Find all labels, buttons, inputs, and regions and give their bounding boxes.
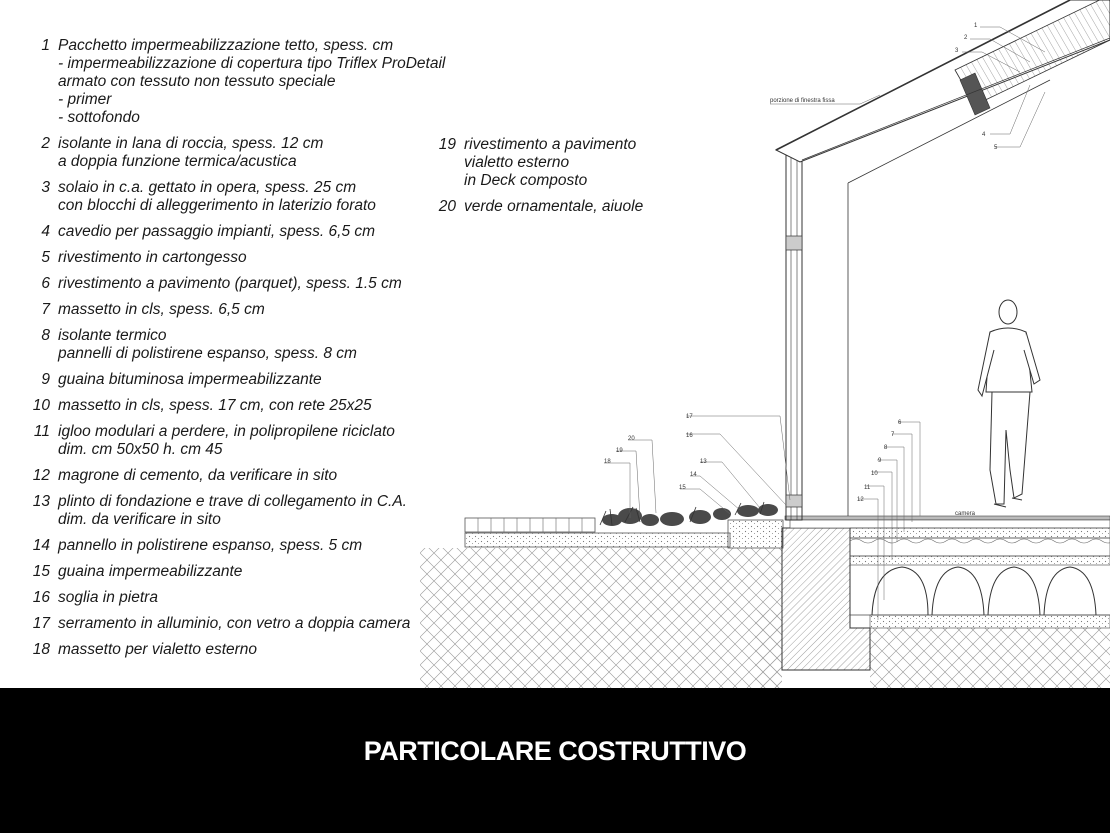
legend-text: dim. da verificare in sito xyxy=(58,511,221,528)
callout-6: 6 xyxy=(898,420,902,426)
legend-text: massetto in cls, spess. 17 cm, con rete 25x25 xyxy=(58,397,372,414)
legend-number: 10 xyxy=(32,397,50,414)
legend-text: igloo modulari a perdere, in polipropilene riciclato xyxy=(58,423,395,440)
legend-text: pannello in polistirene espanso, spess. 5 cm xyxy=(58,537,363,554)
legend-text: magrone di cemento, da verificare in sito xyxy=(58,467,338,484)
legend-number: 15 xyxy=(32,563,50,580)
legend-number: 20 xyxy=(438,198,456,215)
label-room: camera xyxy=(955,511,976,517)
legend-text: soglia in pietra xyxy=(58,589,158,606)
legend-text: rivestimento a pavimento xyxy=(464,136,637,153)
legend-number: 19 xyxy=(438,136,456,153)
legend-text: cavedio per passaggio impianti, spess. 6,5 cm xyxy=(58,223,376,240)
callout-15: 15 xyxy=(679,485,686,491)
legend-text: guaina impermeabilizzante xyxy=(58,563,243,580)
callout-3: 3 xyxy=(955,48,959,54)
legend-text: dim. cm 50x50 h. cm 45 xyxy=(58,441,223,458)
legend-number: 1 xyxy=(41,37,50,54)
callout-4: 4 xyxy=(982,132,986,138)
legend-text: - impermeabilizzazione di copertura tipo Triflex ProDetail xyxy=(58,55,446,72)
legend-number: 11 xyxy=(33,423,50,440)
roof-section xyxy=(776,0,1110,516)
callout-1: 1 xyxy=(974,23,978,29)
label-fixed-window: porzione di finestra fissa xyxy=(770,98,835,104)
legend-number: 5 xyxy=(41,249,50,266)
legend-text: a doppia funzione termica/acustica xyxy=(58,153,297,170)
legend-text: massetto per vialetto esterno xyxy=(58,641,258,658)
legend-text: armato con tessuto non tessuto speciale xyxy=(58,73,336,90)
legend-number: 18 xyxy=(32,641,50,658)
legend-text: serramento in alluminio, con vetro a doppia camera xyxy=(58,615,411,632)
legend-text: vialetto esterno xyxy=(464,154,570,171)
callout-20: 20 xyxy=(628,436,635,442)
legend-text: in Deck composto xyxy=(464,172,588,189)
legend-text: - sottofondo xyxy=(58,109,140,126)
legend-number: 14 xyxy=(32,537,50,554)
callout-14: 14 xyxy=(690,472,697,478)
callout-9: 9 xyxy=(878,458,882,464)
callout-18: 18 xyxy=(604,459,611,465)
legend-number: 7 xyxy=(41,301,50,318)
callout-10: 10 xyxy=(871,471,878,477)
legend-text: rivestimento in cartongesso xyxy=(58,249,247,266)
callout-16: 16 xyxy=(686,433,693,439)
legend-number: 16 xyxy=(32,589,50,606)
person-figure xyxy=(978,300,1040,507)
legend-number: 13 xyxy=(32,493,50,510)
legend-text: isolante in lana di roccia, spess. 12 cm xyxy=(58,135,324,152)
legend-number: 3 xyxy=(41,179,50,196)
callout-2: 2 xyxy=(964,35,968,41)
legend-text: rivestimento a pavimento (parquet), spess. 1.5 cm xyxy=(58,275,402,292)
legend-number: 9 xyxy=(41,371,50,388)
legend-number: 2 xyxy=(41,135,50,152)
legend-text: Pacchetto impermeabilizzazione tetto, spess. cm xyxy=(58,37,394,54)
legend-text: verde ornamentale, aiuole xyxy=(464,198,644,215)
footer-title: PARTICOLARE COSTRUTTIVO xyxy=(363,736,747,766)
callout-17: 17 xyxy=(686,414,693,420)
legend-number: 6 xyxy=(41,275,50,292)
legend-text: plinto di fondazione e trave di collegamento in C.A. xyxy=(58,493,407,510)
callout-13: 13 xyxy=(700,459,707,465)
legend-number: 12 xyxy=(32,467,50,484)
callout-19: 19 xyxy=(616,448,623,454)
callout-8: 8 xyxy=(884,445,888,451)
foundation-beam xyxy=(782,528,870,670)
legend-text: guaina bituminosa impermeabilizzante xyxy=(58,371,322,388)
callout-11: 11 xyxy=(864,485,871,491)
legend-text: con blocchi di alleggerimento in laterizio forato xyxy=(58,197,376,214)
legend-number: 4 xyxy=(41,223,50,240)
callout-7: 7 xyxy=(891,432,895,438)
legend-number: 8 xyxy=(41,327,50,344)
legend-text: - primer xyxy=(58,91,112,108)
callout-12: 12 xyxy=(857,497,864,503)
legend-number: 17 xyxy=(32,615,50,632)
legend-text: solaio in c.a. gettato in opera, spess. 25 cm xyxy=(58,179,357,196)
window-frame xyxy=(786,150,802,520)
legend-text: isolante termico xyxy=(58,327,167,344)
legend-text: massetto in cls, spess. 6,5 cm xyxy=(58,301,265,318)
callout-5: 5 xyxy=(994,145,998,151)
legend-text: pannelli di polistirene espanso, spess. 8 cm xyxy=(58,345,357,362)
